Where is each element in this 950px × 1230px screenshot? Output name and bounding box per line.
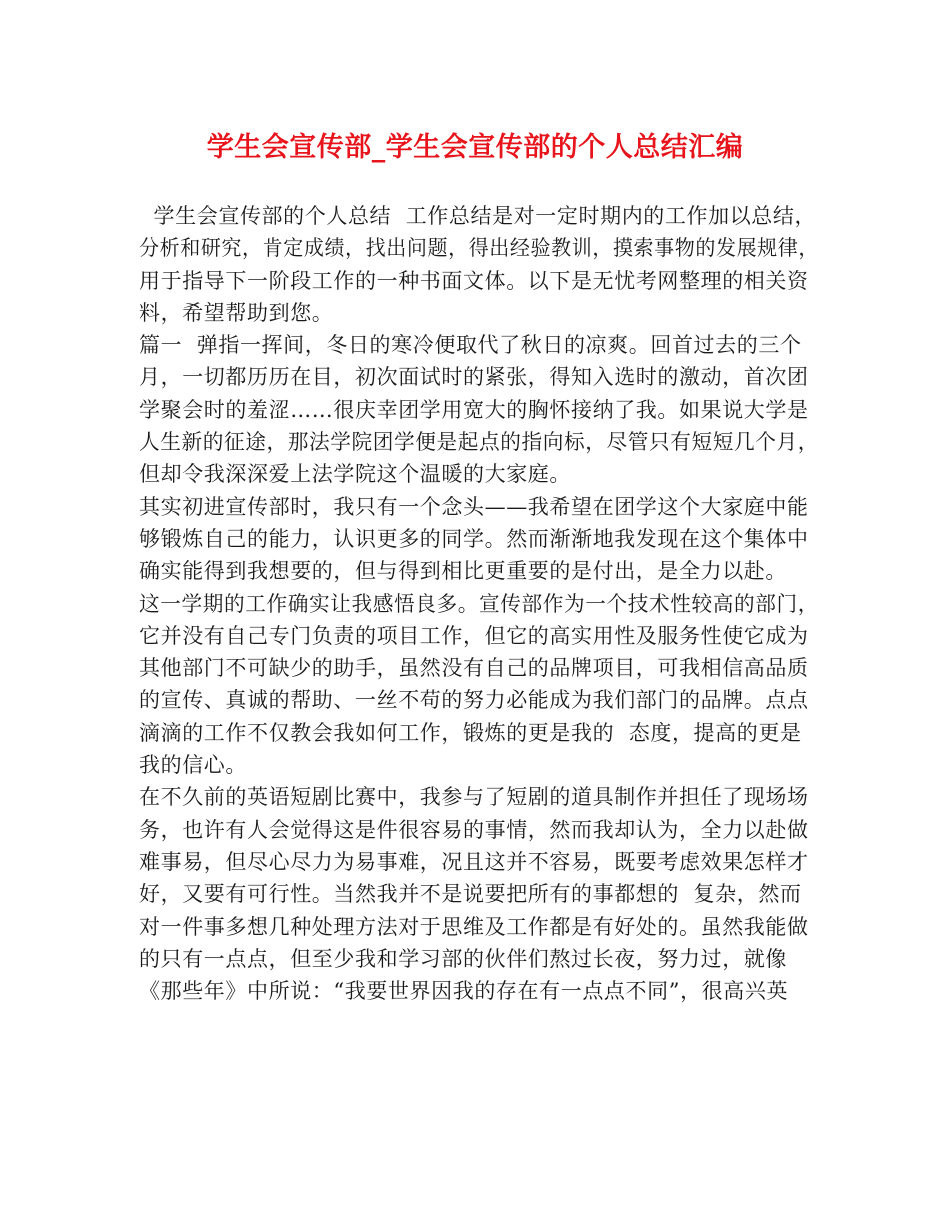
text-line: 但却令我深深爱上法学院这个温暖的大家庭。 xyxy=(139,462,571,487)
text-line: 学聚会时的羞涩……很庆幸团学用宽大的胸怀接纳了我。如果说大学是 xyxy=(139,397,809,422)
text-line: 务，也许有人会觉得这是件很容易的事情，然而我却认为，全力以赴做 xyxy=(139,817,809,842)
text-line: 滴滴的工作不仅教会我如何工作，锻炼的更是我的 态度，提高的更是 xyxy=(139,720,802,745)
text-line: 学生会宣传部的个人总结 工作总结是对一定时期内的工作加以总结， xyxy=(139,204,817,228)
text-line: 它并没有自己专门负责的项目工作，但它的高实用性及服务性使它成为 xyxy=(139,623,809,648)
text-line: 《那些年》中所说：“我要世界因我的存在有一点点不同”，很高兴英 xyxy=(139,979,789,1004)
text-line: 篇一 弹指一挥间，冬日的寒冷便取代了秋日的凉爽。回首过去的三个 xyxy=(139,333,802,358)
document-body xyxy=(139,200,819,1007)
text-line: 分析和研究，肯定成绩，找出问题，得出经验教训，摸索事物的发展规律， xyxy=(139,236,819,261)
text-line: 的只有一点点，但至少我和学习部的伙伴们熬过长夜，努力过，就像 xyxy=(139,946,787,971)
text-line: 确实能得到我想要的，但与得到相比更重要的是付出，是全力以赴。 xyxy=(139,559,787,584)
text-line: 好，又要有可行性。当然我并不是说要把所有的事都想的 复杂，然而 xyxy=(139,882,802,907)
text-line: 这一学期的工作确实让我感悟良多。宣传部作为一个技术性较高的部门， xyxy=(139,591,819,616)
text-line: 对一件事多想几种处理方法对于思维及工作都是有好处的。虽然我能做 xyxy=(139,914,809,939)
text-line: 的宣传、真诚的帮助、一丝不苟的努力必能成为我们部门的品牌。点点 xyxy=(139,688,809,713)
text-line: 难事易，但尽心尽力为易事难，况且这并不容易，既要考虑效果怎样才 xyxy=(139,849,809,874)
document-title: 学生会宣传部_学生会宣传部的个人总结汇编 xyxy=(206,132,744,163)
text-line: 人生新的征途，那法学院团学便是起点的指向标，尽管只有短短几个月， xyxy=(139,430,819,455)
text-line: 其他部门不可缺少的助手，虽然没有自己的品牌项目，可我相信高品质 xyxy=(139,656,809,681)
text-line: 料，希望帮助到您。 xyxy=(139,300,334,325)
text-line: 用于指导下一阶段工作的一种书面文体。以下是无忧考网整理的相关资 xyxy=(139,268,809,293)
text-line: 其实初进宣传部时，我只有一个念头——我希望在团学这个大家庭中能 xyxy=(139,494,809,519)
text-line: 月，一切都历历在目，初次面试时的紧张，得知入选时的激动，首次团 xyxy=(139,365,809,390)
text-line: 够锻炼自己的能力，认识更多的同学。然而渐渐地我发现在这个集体中 xyxy=(139,526,809,551)
text-line: 在不久前的英语短剧比赛中，我参与了短剧的道具制作并担任了现场场 xyxy=(139,785,809,810)
text-line: 我的信心。 xyxy=(139,753,247,778)
